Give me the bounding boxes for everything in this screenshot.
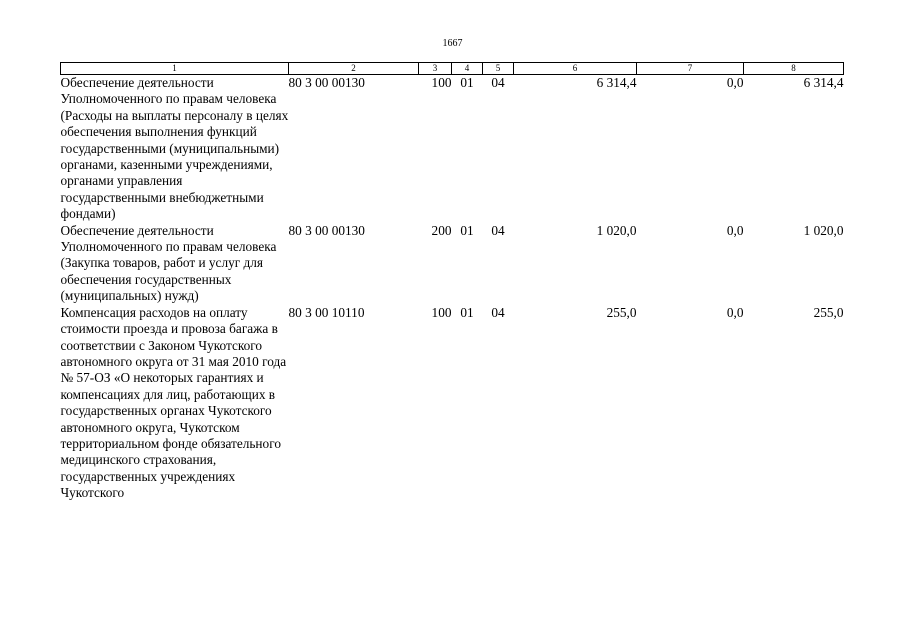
expense-type-cell: 200 — [431, 222, 452, 238]
expense-type-cell: 100 — [431, 304, 452, 320]
table-row — [61, 223, 844, 305]
amount-col7-cell: 0,0 — [726, 222, 744, 238]
column-header-8: 8 — [744, 63, 844, 75]
column-header-5: 5 — [483, 63, 514, 75]
column-header-1: 1 — [61, 63, 289, 75]
subsection-cell: 04 — [491, 304, 505, 320]
target-code-cell: 80 3 00 00130 — [288, 75, 365, 90]
target-code-cell: 80 3 00 00130 — [288, 222, 365, 238]
column-number-header-row — [61, 63, 844, 75]
column-header-4: 4 — [452, 63, 483, 75]
budget-table — [60, 62, 844, 502]
column-header-3: 3 — [419, 63, 452, 75]
target-code-cell: 80 3 00 10110 — [288, 304, 365, 320]
table-row — [61, 75, 844, 223]
column-header-7: 7 — [637, 63, 744, 75]
subsection-cell: 04 — [491, 222, 505, 238]
section-cell: 01 — [460, 75, 474, 90]
amount-col6-cell: 255,0 — [606, 304, 637, 320]
column-header-2: 2 — [289, 63, 419, 75]
table-row — [61, 305, 844, 502]
page-number: 1667 — [442, 38, 463, 49]
amount-col8-cell: 255,0 — [813, 304, 844, 320]
amount-col7-cell: 0,0 — [726, 304, 744, 320]
expense-name-cell: Обеспечение деятельности Уполномоченного по правам человека (Расходы на выплаты персоналу в целях обеспечения выполнения функций государственными (муниципальными) органами, казенными учреждениями, органами управления государственными внебюджетными фондами) — [60, 75, 289, 222]
section-cell: 01 — [460, 304, 474, 320]
amount-col8-cell: 1 020,0 — [803, 222, 844, 238]
amount-col8-cell: 6 314,4 — [803, 75, 844, 90]
amount-col6-cell: 6 314,4 — [596, 75, 637, 90]
expense-type-cell: 100 — [431, 75, 452, 90]
amount-col6-cell: 1 020,0 — [596, 222, 637, 238]
amount-col7-cell: 0,0 — [726, 75, 744, 90]
column-header-6: 6 — [514, 63, 637, 75]
expense-name-cell: Компенсация расходов на оплату стоимости проезда и провоза багажа в соответствии с Законом Чукотского автономного округа от 31 мая 2010 года № 57-ОЗ «О некоторых гарантиях и компенсациях для лиц, работающих в государственных органах Чукотского автономного округа, Чукотском территориальном фонде обязательного медицинского страхования, государственных учреждениях Чукотского — [60, 304, 287, 501]
subsection-cell: 04 — [491, 75, 505, 90]
section-cell: 01 — [460, 222, 474, 238]
expense-name-cell: Обеспечение деятельности Уполномоченного по правам человека (Закупка товаров, работ и услуг для обеспечения государственных (муниципальных) нужд) — [60, 222, 277, 304]
